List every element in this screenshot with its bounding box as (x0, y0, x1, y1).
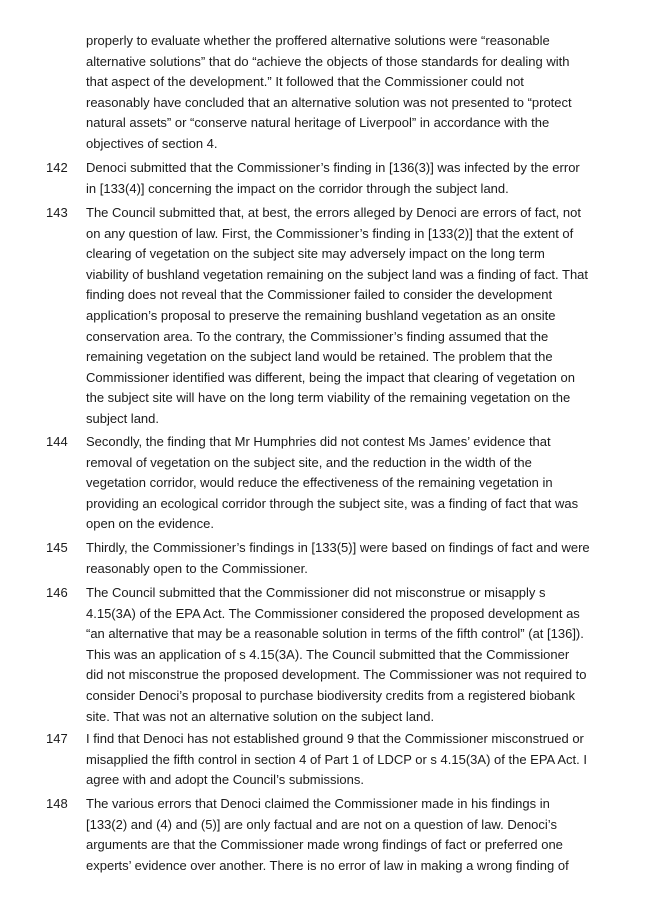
paragraph-text: Secondly, the finding that Mr Humphries did not contest Ms James’ evidence that removal of vegetation on the subject site, and the reduction in the width of the vegetation corridor, would reduce the effectiveness of the remaining vegetation in providing an ecological corridor through the subject site, was a finding of fact that was open on the evidence. (86, 434, 579, 532)
paragraph-number: 144 (46, 434, 68, 449)
paragraph-text: Thirdly, the Commissioner’s findings in [133(5)] were based on findings of fact and were reasonably open to the Commissioner. (86, 540, 590, 576)
paragraph-number: 145 (46, 540, 68, 555)
paragraph-number: 142 (46, 160, 68, 175)
paragraph-text: properly to evaluate whether the proffered alternative solutions were “reasonable alternative solutions” that do “achieve the objects of those standards for dealing with that aspect of the development.” It followed that the Commissioner could not reasonably have concluded that an alternative solution was not presented to “protect natural assets” or “conserve natural heritage of Liverpool” in accordance with the objectives of section 4. (86, 33, 572, 151)
paragraph-number: 143 (46, 205, 68, 220)
paragraph-text: The various errors that Denoci claimed the Commissioner made in his findings in [133(2) and (4) and (5)] are only factual and are not on a question of law. Denoci’s arguments are that the Commissioner made wrong findings of fact or preferred one experts’ evidence over another. There is no error of law in making a wrong finding of (86, 796, 569, 873)
paragraph-number: 148 (46, 796, 68, 811)
paragraph-text: I find that Denoci has not established ground 9 that the Commissioner misconstrued or misapplied the fifth control in section 4 of Part 1 of LDCP or s 4.15(3A) of the EPA Act. I agree with and adopt the Council’s submissions. (86, 731, 588, 788)
paragraph-number: 147 (46, 731, 68, 746)
paragraph-text: The Council submitted that the Commissioner did not misconstrue or misapply s 4.15(3A) of the EPA Act. The Commissioner considered the proposed development as “an alternative that may be a reasonable solution in terms of the fifth control” (at [136]). This was an application of s 4.15(3A). The Council submitted that the Commissioner did not misconstrue the proposed development. The Commissioner was not required to consider Denoci’s proposal to purchase biodiversity credits from a registered biobank site. That was not an alternative solution on the subject land. (86, 585, 587, 724)
paragraph-text: Denoci submitted that the Commissioner’s finding in [136(3)] was infected by the error in [133(4)] concerning the impact on the corridor through the subject land. (86, 160, 580, 196)
paragraph-number: 146 (46, 585, 68, 600)
paragraph-text: The Council submitted that, at best, the errors alleged by Denoci are errors of fact, not on any question of law. First, the Commissioner’s finding in [133(2)] that the extent of clearing of vegetation on the subject site may adversely impact on the long term viability of bushland vegetation remaining on the subject land was a finding of fact. That finding does not reveal that the Commissioner failed to consider the development application’s proposal to preserve the remaining bushland vegetation as an onsite conservation area. To the contrary, the Commissioner’s finding assumed that the remaining vegetation on the subject land would be retained. The problem that the Commissioner identified was different, being the impact that clearing of vegetation on the subject site will have on the long term viability of the remaining vegetation on the subject land. (86, 205, 589, 426)
